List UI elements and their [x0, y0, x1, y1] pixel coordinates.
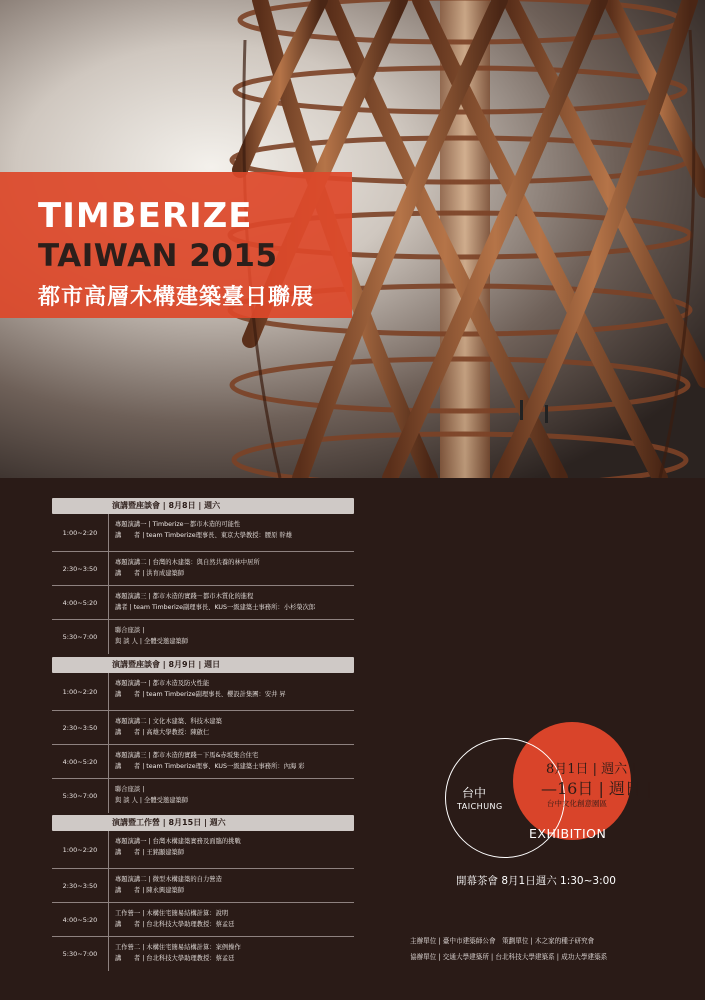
title-taiwan-2015: TAIWAN 2015	[38, 238, 278, 274]
session-speaker: 講 者 | 王銘顯建築師	[115, 849, 185, 856]
date-start: 8月1日 | 週六 |	[546, 762, 636, 777]
schedule-row	[52, 673, 354, 711]
schedule-row	[52, 779, 354, 813]
session-time: 4:00~5:20	[62, 598, 98, 607]
day-header: 演講暨座談會 | 8月8日 | 週六	[52, 498, 354, 514]
schedule-row	[52, 586, 354, 620]
session-speaker: 講 者 | 陳永興建築師	[115, 887, 185, 894]
day-header: 演講暨座談會 | 8月9日 | 週日	[52, 657, 354, 673]
session-speaker: 講 者 | team Timberize理事、KUS一級建築士事務所：內海 彩	[115, 763, 305, 770]
session-topic: 專題演講三 | 都市木造的實踐－都市木質化的進程	[115, 593, 254, 600]
session-time: 4:00~5:20	[62, 915, 98, 924]
session-topic: 專題演講三 | 都市木造的實踐－下馬&赤坂集合住宅	[115, 752, 259, 759]
title-timberize: TIMBERIZE	[38, 196, 253, 236]
session-topic: 專題演講二 | 台灣的木建築：與自然共養的林中居所	[115, 559, 260, 566]
schedule-row	[52, 711, 354, 745]
session-time: 5:30~7:00	[62, 792, 98, 800]
date-end: —16日 | 週日 |	[541, 779, 652, 798]
venue: 台中文化創意園區	[547, 799, 607, 808]
session-topic: 專題演講二 | 微型木構建築的自力營造	[115, 876, 222, 883]
schedule-row	[52, 903, 354, 937]
organizers-line-2: 協辦單位 | 交通大學建築所 | 台北科技大學建築系 | 成功大學建築系	[410, 953, 608, 961]
session-topic: 專題演講一 | 台灣木構建築實務及面臨的挑戰	[115, 838, 241, 845]
session-topic: 專題演講一 | 都市木造及防火性能	[115, 680, 210, 687]
city-label-en: TAICHUNG	[457, 802, 503, 811]
session-speaker: 講 者 | 高雄大學教授：陳啟仁	[115, 729, 210, 736]
session-speaker: 講者 | team Timberize副理事長、KUS一級建築士事務所：小杉榮次郎	[115, 604, 316, 611]
exhibition-label: EXHIBITION	[529, 826, 607, 841]
session-speaker: 講 者 | 洪育成建築師	[115, 570, 185, 577]
session-time: 4:00~5:20	[62, 757, 98, 766]
session-speaker: 講 者 | 台北科技大學助理教授：蔡孟廷	[115, 955, 235, 962]
session-topic: 聯合座談 |	[115, 627, 145, 634]
session-topic: 工作營二 | 木構住宅簡易結構計算：案例操作	[115, 944, 241, 951]
session-time: 5:30~7:00	[62, 633, 98, 641]
schedule-day-1	[52, 498, 354, 654]
session-speaker: 講 者 | team Timberize副理事長、櫻設計集團：安井 昇	[115, 691, 286, 698]
session-time: 5:30~7:00	[62, 950, 98, 958]
session-time: 2:30~3:50	[62, 564, 98, 573]
schedule-row	[52, 552, 354, 586]
session-time: 2:30~3:50	[62, 881, 98, 890]
organizers-line-1: 主辦單位 | 臺中市建築師公會 策劃單位 | 木之家的種子研究會	[410, 937, 595, 945]
schedule-row	[52, 620, 354, 654]
exhibition-badge	[445, 722, 652, 872]
schedule-row	[52, 937, 354, 971]
session-time: 1:00~2:20	[62, 687, 98, 696]
schedule-day-2	[52, 657, 354, 813]
session-speaker: 講 者 | team Timberize理事長、東京大學教授：腰原 幹雄	[115, 532, 293, 539]
session-topic: 聯合座談 |	[115, 786, 145, 793]
schedule-row	[52, 831, 354, 869]
session-speaker: 與 談 人 | 全體受邀建築師	[115, 797, 189, 804]
session-topic: 專題演講一 | Timberize－都市木造的可能性	[115, 521, 241, 528]
schedule-day-3	[52, 815, 354, 971]
session-topic: 工作營一 | 木構住宅簡易結構計算：說明	[115, 910, 229, 917]
session-time: 2:30~3:50	[62, 723, 98, 732]
session-speaker: 講 者 | 台北科技大學助理教授：蔡孟廷	[115, 921, 235, 928]
schedule-row	[52, 514, 354, 552]
session-time: 1:00~2:20	[62, 845, 98, 854]
city-label: 台中	[462, 786, 487, 800]
session-speaker: 與 談 人 | 全體受邀建築師	[115, 638, 189, 645]
title-chinese: 都市高層木構建築臺日聯展	[38, 285, 315, 310]
session-time: 1:00~2:20	[62, 528, 98, 537]
schedule-row	[52, 745, 354, 779]
schedule-row	[52, 869, 354, 903]
opening-tea: 開幕茶會 8月1日週六 1:30~3:00	[456, 875, 616, 887]
day-header: 演講暨工作營 | 8月15日 | 週六	[52, 815, 354, 831]
session-topic: 專題演講二 | 文化木建築、科技木建築	[115, 718, 222, 725]
